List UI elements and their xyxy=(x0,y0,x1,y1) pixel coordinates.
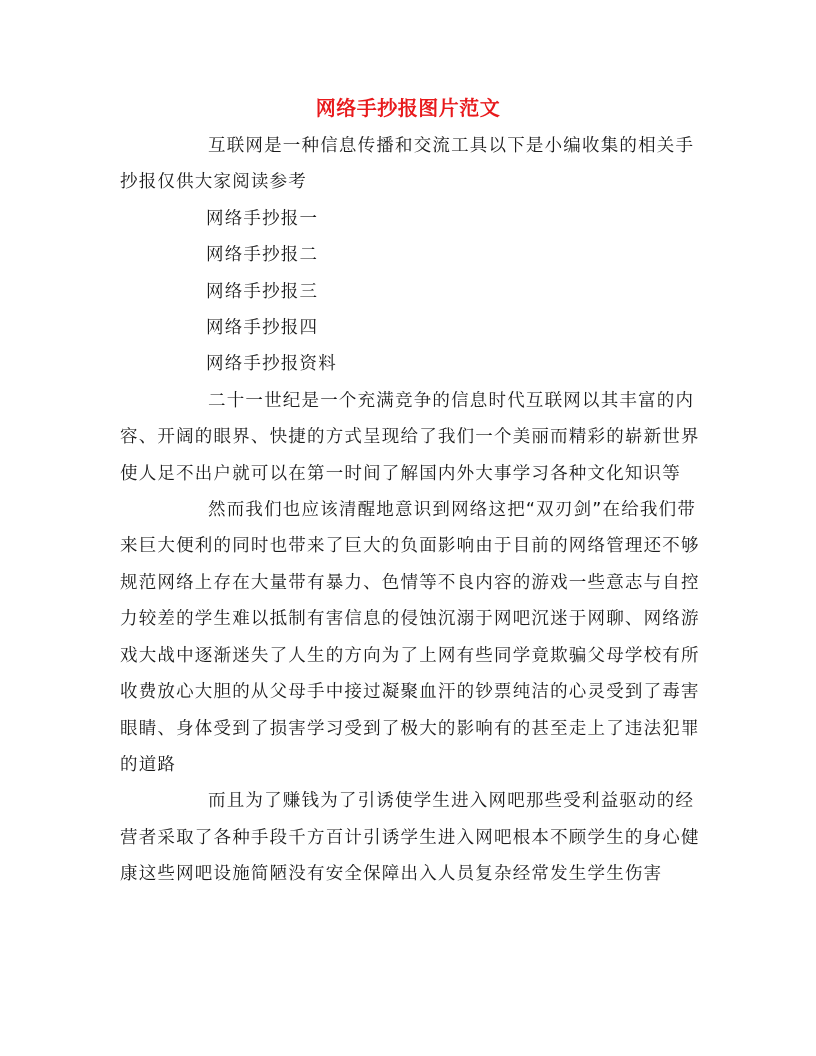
intro-paragraph: 互联网是一种信息传播和交流工具以下是小编收集的相关手抄报仅供大家阅读参考 xyxy=(120,136,695,193)
body-paragraph: 然而我们也应该清醒地意识到网络这把“双刃剑”在给我们带来巨大便利的同时也带来了巨大的负面影响由于目前的网络管理还不够规范网络上存在大量带有暴力、色情等不良内容的游戏一些意志与自控力较差的学生难以抵制有害信息的侵蚀沉溺于网吧沉迷于网聊、网络游戏大战中逐渐迷失了人生的方向为了上网有些同学竟欺骗父母学校有所收费放心大胆的从父母手中接过凝聚血汗的钞票纯洁的心灵受到了毒害眼睛、身体受到了损害学习受到了极大的影响有的甚至走上了违法犯罪的道路 xyxy=(120,500,700,775)
body-paragraph: 二十一世纪是一个充满竞争的信息时代互联网以其丰富的内容、开阔的眼界、快捷的方式呈现给了我们一个美丽而精彩的崭新世界使人足不出户就可以在第一时间了解国内外大事学习各种文化知识等 xyxy=(120,390,700,484)
document-body xyxy=(120,128,705,893)
list-item: 网络手抄报二 xyxy=(206,245,319,266)
list-item: 网络手抄报三 xyxy=(206,281,319,302)
list-item: 网络手抄报资料 xyxy=(206,354,337,375)
list-item: 网络手抄报一 xyxy=(206,208,319,229)
body-paragraph: 而且为了赚钱为了引诱使学生进入网吧那些受利益驱动的经营者采取了各种手段千方百计引诱学生进入网吧根本不顾学生的身心健康这些网吧设施简陋没有安全保障出入人员复杂经常发生学生伤害 xyxy=(120,791,700,885)
list-item: 网络手抄报四 xyxy=(206,318,319,339)
document-title: 网络手抄报图片范文 xyxy=(315,96,501,120)
